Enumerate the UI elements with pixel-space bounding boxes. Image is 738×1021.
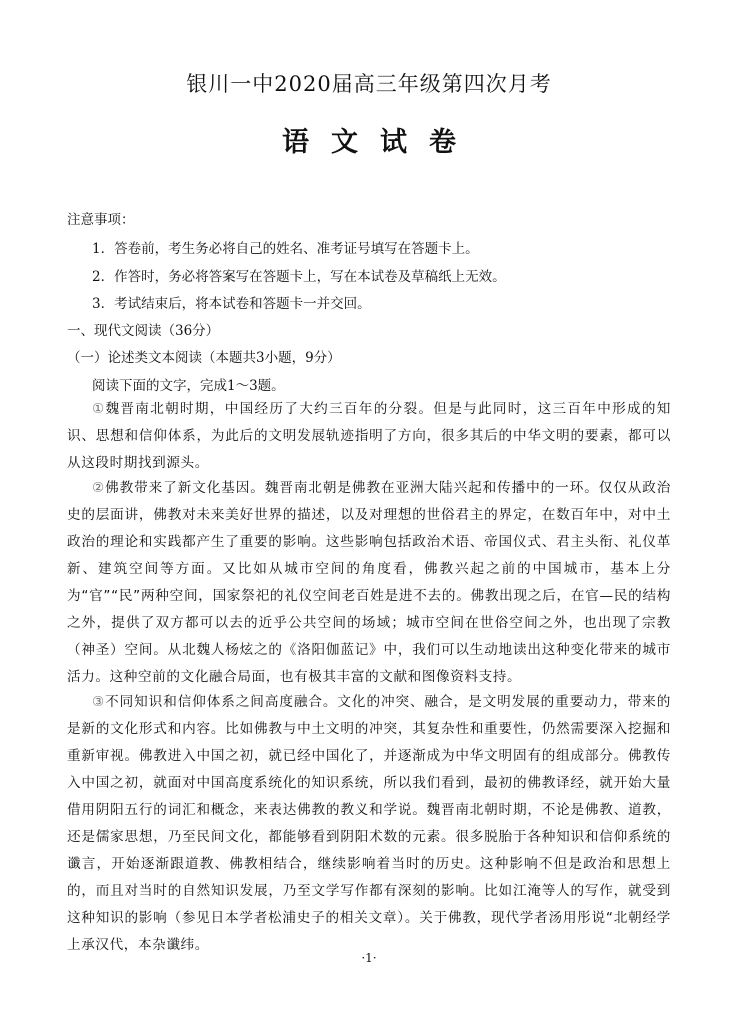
notice-heading: 注意事项： bbox=[67, 212, 135, 228]
notice-item-3: 3．考试结束后，将本试卷和答题卡一并交回。 bbox=[92, 296, 371, 312]
exam-title: 银川一中2020届高三年级第四次月考 bbox=[186, 72, 552, 96]
paragraph-text: 佛教带来了新文化基因。魏晋南北朝是佛教在亚洲大陆兴起和传播中的一环。仅仅从政治史的层面讲，佛教对未来美好世界的描述，以及对理想的世俗君主的界定，在数百年中，对中土政治的理论和实践都产生了重要的影响。这些影响包括政治术语、帝国仪式、君主头衔、礼仪革新、建筑空间等方面。又比如从城市空间的角度看，佛教兴起之前的中国城市，基本上分为“官”“民”两种空间，国家祭祀的礼仪空间老百姓是进不去的。佛教出现之后，在官—民的结构之外，提供了双方都可以去的近乎公共空间的场域；城市空间在世俗空间之外，也出现了宗教（神圣）空间。从北魏人杨炫之的《洛阳伽蓝记》中，我们可以生动地读出这种变化带来的城市活力。这种空前的文化融合局面，也有极其丰富的文献和图像资料支持。 bbox=[67, 480, 671, 685]
paragraph-number: ③ bbox=[92, 694, 106, 710]
paragraph-3 bbox=[67, 689, 671, 959]
page-number: ·1· bbox=[361, 951, 377, 965]
paragraph-text: 魏晋南北朝时期，中国经历了大约三百年的分裂。但是与此同时，这三百年中形成的知识、思想和信仰体系，为此后的文明发展轨迹指明了方向，很多其后的中华文明的要素，都可以从这段时期找到源头。 bbox=[67, 401, 671, 471]
paragraph-1 bbox=[67, 396, 671, 477]
subsection-heading: （一）论述类文本阅读（本题共3小题，9分） bbox=[67, 350, 341, 366]
exam-subtitle: 语文试卷 bbox=[282, 127, 478, 158]
paragraph-number: ② bbox=[92, 480, 106, 496]
paragraph-text: 不同知识和信仰体系之间高度融合。文化的冲突、融合，是文明发展的重要动力，带来的是新的文化形式和内容。比如佛教与中土文明的冲突，其复杂性和重要性，仍然需要深入挖掘和重新审视。佛教进入中国之初，就已经中国化了，并逐渐成为中华文明固有的组成部分。佛教传入中国之初，就面对中国高度系统化的知识系统，所以我们看到，最初的佛教译经，就开始大量借用阴阳五行的词汇和概念，来表达佛教的教义和学说。魏晋南北朝时期，不论是佛教、道教，还是儒家思想，乃至民间文化，都能够看到阴阳术数的元素。很多脱胎于各种知识和信仰系统的谶言，开始逐渐跟道教、佛教相结合，继续影响着当时的历史。这种影响不但是政治和思想上的，而且对当时的自然知识发展，乃至文学写作都有深刻的影响。比如江淹等人的写作，就受到这种知识的影响（参见日本学者松浦史子的相关文章）。关于佛教，现代学者汤用彤说“北朝经学上承汉代，本杂谶纬。 bbox=[67, 694, 671, 953]
notice-item-2: 2．作答时，务必将答案写在答题卡上，写在本试卷及草稿纸上无效。 bbox=[92, 269, 506, 285]
paragraph-number: ① bbox=[92, 401, 106, 417]
notice-item-1: 1．答卷前，考生务必将自己的姓名、准考证号填写在答题卡上。 bbox=[92, 241, 479, 257]
reading-instruction: 阅读下面的文字，完成1～3题。 bbox=[92, 378, 285, 394]
paragraph-2 bbox=[67, 475, 671, 691]
section-heading: 一、现代文阅读（36分） bbox=[67, 323, 220, 339]
